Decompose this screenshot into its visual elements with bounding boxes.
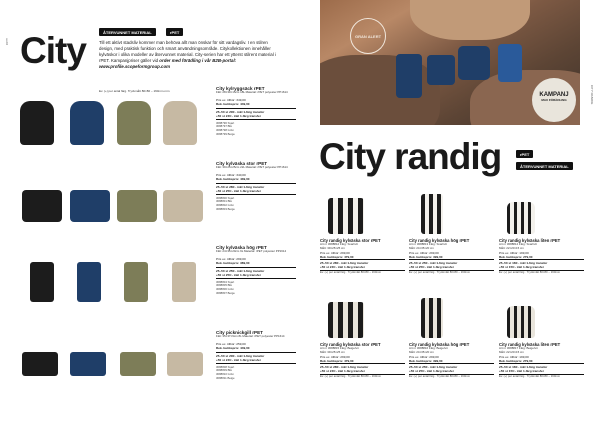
kampanj-sub: MAX FÖRÄDLING [541, 98, 567, 102]
transfer-offer-1: 25–50 st 160:- inkl 1-färg transfer [499, 364, 548, 369]
variant: 3088797 Blå [216, 124, 232, 129]
product-spec-2: Mått: 22×20×15 cm [499, 349, 524, 354]
product-spec-2: Mått: 22×20×15 cm [499, 245, 524, 250]
transfer-offer-1: 25–50 st 280:- inkl 1-färg transfer [320, 364, 369, 369]
product-name: City randig kylväska hög rPET [409, 342, 470, 347]
product-spec-2: Mått: 24×35×20 cm [409, 349, 434, 354]
photo-bag-light-blue [498, 44, 522, 82]
variant: 3088806 Grön [216, 286, 234, 291]
transfer-offer [499, 363, 584, 375]
variant: 3088811 Beige [216, 375, 235, 380]
product-name: City kylryggsäck rPET [216, 86, 265, 91]
product-rek-price: Rek. butikspris: 279,00 [499, 254, 533, 259]
product-spec: Art nr 3088814 Färg: Svart/vit [499, 242, 537, 246]
variant-note: Ev. (+) per antal färg · Tryckmått 80×80 – 160mm [320, 373, 382, 378]
product-price: Pris ex. tillbör: 299,00 [320, 250, 350, 255]
product-spec: Fält: 39×25×25cm 22L Material: rPET polyester PP1614 [216, 165, 288, 169]
transfer-offer [499, 259, 584, 271]
product-name: City picknickgill rPET [216, 330, 263, 335]
variant: 3088805 Blå [216, 283, 232, 288]
striped-large-black-image [328, 198, 364, 234]
intro-note: Ev. (+) per antal färg. Tryckmått 80×80 – 160mm·mm [99, 89, 170, 93]
variant: 3088800 Svart [216, 195, 235, 200]
transfer-offer-2: +50 st 240:- inkl 1-färg transfer [320, 368, 365, 373]
product-price: Pris ex. tillbör: 299,00 [216, 256, 246, 261]
transfer-offer-1: 25–50 st 280:- inkl 1-färg transfer [216, 184, 265, 189]
badge-rpet: rPET [516, 150, 533, 158]
backpack-blue-image [70, 101, 104, 145]
variant-list [216, 197, 296, 211]
product-spec: Fält: 28×30×15cm 18L Material: rPET polyester PP1614 [216, 90, 288, 94]
rock-shape [410, 0, 530, 40]
intro-portal: order med förädling i vår B2B-portal: www.profile.scopeformgroup.com [99, 58, 237, 70]
transfer-offer-1: 25–50 st 280:- inkl 1-färg transfer [320, 260, 369, 265]
product-info-backpack [216, 86, 296, 136]
product-info-large-cooler [216, 161, 296, 211]
striped-small-beige-image [507, 306, 535, 338]
cooler-large-beige-image [163, 190, 203, 222]
transfer-offer [216, 108, 296, 120]
variant-note: Ev. (+) per antal färg · Tryckmått 80×80 – 160mm [499, 269, 561, 274]
transfer-offer [216, 183, 296, 195]
product-name: City randig kylväska stor rPET [320, 342, 381, 347]
product-spec-2: Mått: 39×25×25 cm [320, 349, 345, 354]
product-name: City randig kylväska liten rPET [499, 342, 561, 347]
product-info-striped-6 [499, 342, 584, 378]
cooler-large-black-image [22, 190, 62, 222]
product-name: City kylväska hög rPET [216, 245, 267, 250]
product-name: City randig kylväska hög rPET [409, 238, 470, 243]
product-price: Pris ex. tillbör: 299,00 [320, 354, 350, 359]
variant-note: Ev. (+) per antal färg · Tryckmått 80×80 – 160mm [499, 373, 561, 378]
brand-circle-logo [350, 18, 386, 54]
product-price: Pris ex. tillbör: 259,00 [216, 341, 246, 346]
transfer-offer [216, 352, 296, 364]
backpack-black-image [20, 101, 54, 145]
variant: 3088809 Blå [216, 368, 232, 373]
picnic-beige-image [167, 352, 203, 376]
brand-circle-text: GRAN ALERT [354, 33, 382, 39]
transfer-offer [320, 259, 405, 271]
product-rek-price: Rek. butikspris: 479,00 [320, 254, 354, 259]
striped-tall-black-image [421, 194, 443, 234]
product-spec: Art nr 3088813 Färg: Svart/vit [409, 242, 447, 246]
picnic-blue-image [70, 352, 106, 376]
striped-large-beige-image [328, 302, 364, 338]
photo-bag-cooler-navy [458, 46, 490, 80]
product-rek-price: Rek. butikspris: 479,00 [320, 358, 354, 363]
product-name: City kylväska stor rPET [216, 161, 268, 166]
product-price: Pris ex. tillbör: 199,00 [499, 354, 529, 359]
product-rek-price: Rek. butikspris: 389,00 [216, 260, 250, 265]
product-name: City randig kylväska stor rPET [320, 238, 381, 243]
product-info-striped-1 [320, 238, 405, 274]
product-price: Pris ex. tillbör: 340,00 [216, 172, 246, 177]
variant-list [216, 366, 296, 380]
variant: 3088803 Beige [216, 206, 235, 211]
product-rek-price: Rek. butikspris: 279,00 [499, 358, 533, 363]
cooler-tall-blue-image [77, 262, 101, 302]
variant-note: Ev. (+) per antal färg · Tryckmått 80×80 – 160mm [320, 269, 382, 274]
hero-photo-rocks [320, 0, 580, 125]
cooler-large-blue-image [70, 190, 110, 222]
variant: 3088804 Svart [216, 279, 235, 284]
transfer-offer-1: 25–50 st 250:- inkl 1-färg transfer [409, 364, 458, 369]
photo-bag-small-navy [427, 55, 455, 85]
product-spec: Art nr 3088815 Färg: Beige/vit [320, 346, 359, 350]
transfer-offer-2: +50 st 150:- inkl 1-färg transfer [499, 264, 544, 269]
product-name: City randig kylväska liten rPET [499, 238, 561, 243]
rock-shape [320, 55, 440, 125]
photo-bag-tall-navy [396, 54, 422, 98]
product-rek-price: Rek. butikspris: 449,00 [216, 345, 250, 350]
transfer-offer [409, 363, 494, 375]
kampanj-title: KAMPANJ [539, 92, 569, 98]
variant: 3088798 Grön [216, 127, 234, 132]
product-spec: Art nr 3088812 Färg: Svart/vit [320, 242, 358, 246]
variant-list [216, 122, 296, 136]
variant-list [216, 281, 296, 295]
product-price: Pris ex. tillbör: 299,00 [409, 354, 439, 359]
transfer-offer-2: +50 st 250:- inkl 1-färg transfer [409, 264, 454, 269]
page-title-city: City [20, 30, 86, 71]
transfer-offer-1: 25–50 st 250:- inkl 1-färg transfer [409, 260, 458, 265]
backpack-beige-image [163, 101, 197, 145]
variant: 3088810 Grön [216, 371, 234, 376]
transfer-offer [216, 267, 296, 279]
product-info-striped-2 [409, 238, 494, 274]
picnic-black-image [22, 352, 58, 376]
variant: 3088799 Beige [216, 131, 235, 136]
transfer-offer [409, 259, 494, 271]
transfer-offer [320, 363, 405, 375]
picnic-green-image [120, 352, 156, 376]
product-price: Pris ex. tillbör: 349,00 [216, 97, 246, 102]
transfer-offer-2: +50 st 250:- inkl 1-färg transfer [216, 188, 261, 193]
variant-note: Ev. (+) per antal färg · Tryckmått 80×80 – 160mm [409, 373, 471, 378]
product-spec: Art nr 3088817 Färg: Beige/vit [499, 346, 538, 350]
product-info-striped-5 [409, 342, 494, 378]
product-spec: Fält: 35×37×9cm 8L Material: rPET polyester PP1614 [216, 334, 285, 338]
variant-note: Ev. (+) per antal färg · Tryckmått 80×80 – 160mm [409, 269, 471, 274]
transfer-offer-2: +50 st 150:- inkl 1-färg transfer [499, 368, 544, 373]
product-info-striped-4 [320, 342, 405, 378]
cooler-tall-beige-image [172, 262, 196, 302]
transfer-offer-2: +50 st 250:- inkl 1-färg transfer [216, 272, 261, 277]
striped-small-black-image [507, 202, 535, 234]
badge-recycled: ÅTERVUNNET MATERIAL [99, 28, 156, 36]
transfer-offer-2: +50 st 240:- inkl 1-färg transfer [320, 264, 365, 269]
transfer-offer-2: +50 st 250:- inkl 1-färg transfer [409, 368, 454, 373]
intro-text [99, 40, 279, 70]
intro-body: Till ett aktivt stadsliv kommer man behöva allt man önskar för sitt vardagsliv. I en stilren design, med praktisk funktion och smart användningsområde. Citykollektionen innehåller kylväskor i olika modeller av återvunnet material. City-serien har ett ytterst stilrent material i rPET. Kampanjpriser gäller vid [99, 40, 276, 64]
product-spec: Art nr 3088816 Färg: Beige/vit [409, 346, 448, 350]
backpack-green-image [117, 101, 151, 145]
page-number-left: CITY [5, 38, 9, 45]
variant: 3088807 Beige [216, 290, 235, 295]
product-price: Pris ex. tillbör: 299,00 [409, 250, 439, 255]
transfer-offer-1: 25–50 st 160:- inkl 1-färg transfer [499, 260, 548, 265]
cooler-tall-black-image [30, 262, 54, 302]
variant: 3088801 Blå [216, 199, 232, 204]
transfer-offer-2: +50 st 240:- inkl 1-färg transfer [216, 113, 261, 118]
variant: 3088802 Grön [216, 202, 234, 207]
transfer-offer-1: 25–50 st 200:- inkl 1-färg transfer [216, 109, 265, 114]
product-rek-price: Rek. butikspris: 399,00 [409, 254, 443, 259]
striped-tall-beige-image [421, 298, 443, 338]
badge-rpet: rPET [166, 28, 183, 36]
kampanj-badge [532, 78, 576, 122]
variant: 3088808 Svart [216, 364, 235, 369]
product-rek-price: Rek. butikspris: 399,00 [409, 358, 443, 363]
cooler-tall-green-image [124, 262, 148, 302]
cooler-large-green-image [117, 190, 157, 222]
product-rek-price: Rek. butikspris: 449,00 [216, 101, 250, 106]
product-spec-2: Mått: 24×35×20 cm [409, 245, 434, 250]
product-info-picnic [216, 330, 296, 380]
product-rek-price: Rek. butikspris: 439,00 [216, 176, 250, 181]
transfer-offer-1: 25–50 st 250:- inkl 1-färg transfer [216, 268, 265, 273]
badge-recycled: ÅTERVUNNET MATERIAL [516, 162, 573, 170]
product-price: Pris ex. tillbör: 199,00 [499, 250, 529, 255]
page-number-right: CITY RANDIG [590, 85, 594, 105]
product-info-tall-cooler [216, 245, 296, 295]
transfer-offer-1: 25–50 st 200:- inkl 1-färg transfer [216, 353, 265, 358]
variant: 3088796 Svart [216, 120, 235, 125]
product-spec-2: Mått: 39×25×25 cm [320, 245, 345, 250]
product-spec: Fält: 24×35×20cm 9L Material: rPET polyester PP1614 [216, 249, 287, 253]
product-info-striped-3 [499, 238, 584, 274]
page-title-city-randig: City randig [319, 136, 502, 177]
transfer-offer-2: +50 st 240:- inkl 1-färg transfer [216, 357, 261, 362]
